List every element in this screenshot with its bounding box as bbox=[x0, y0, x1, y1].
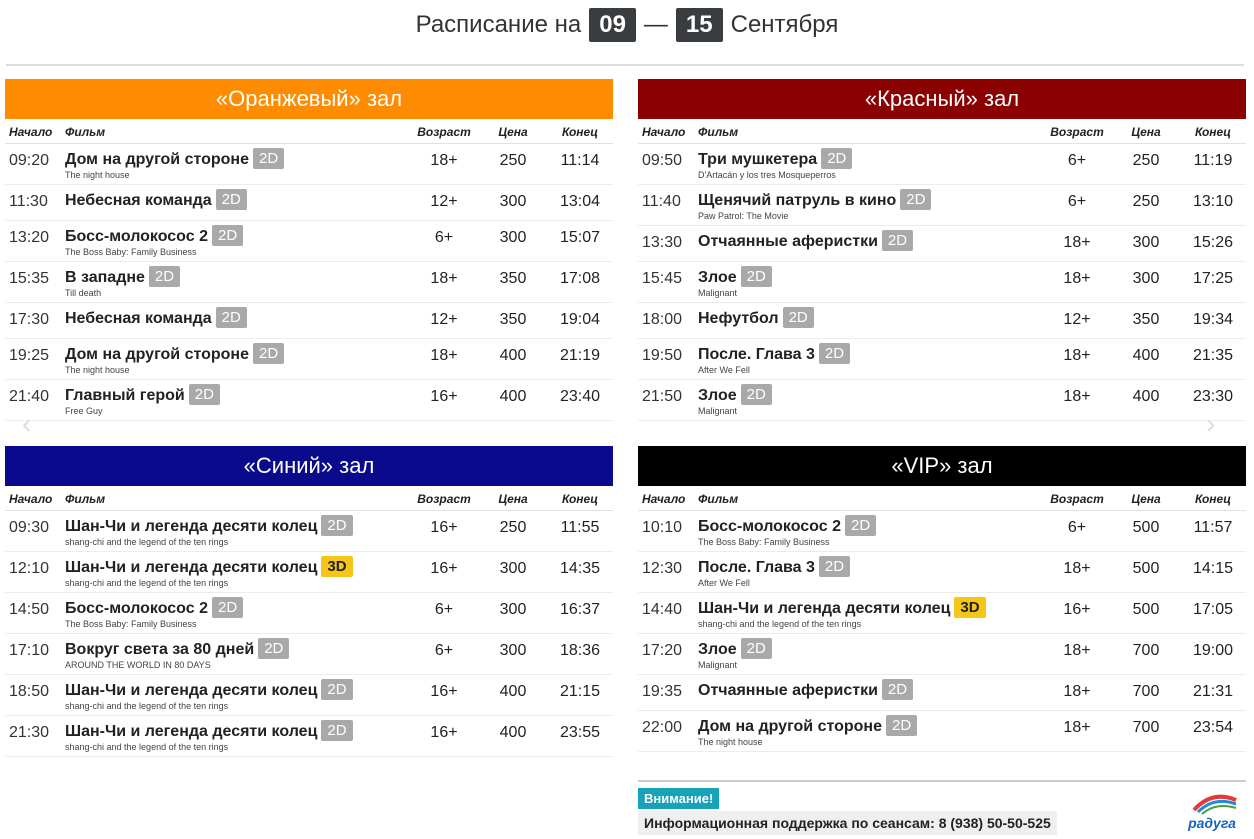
session-end: 21:15 bbox=[547, 675, 613, 716]
film-original-title: After We Fell bbox=[698, 578, 750, 588]
schedule-table bbox=[5, 119, 613, 421]
date-from: 09 bbox=[589, 8, 636, 42]
format-badge: 2D bbox=[212, 225, 243, 246]
session-end: 23:30 bbox=[1180, 380, 1246, 421]
film-cell[interactable] bbox=[61, 339, 409, 380]
film-cell[interactable] bbox=[694, 185, 1042, 226]
format-badge: 2D bbox=[882, 230, 913, 251]
film-original-title: Paw Patrol: The Movie bbox=[698, 211, 789, 221]
film-original-title: shang-chi and the legend of the ten rings bbox=[65, 578, 229, 588]
session-start: 18:00 bbox=[638, 303, 694, 339]
format-badge: 2D bbox=[886, 715, 917, 736]
film-original-title: The Boss Baby: Family Business bbox=[65, 247, 197, 257]
film-title[interactable]: Дом на другой стороне bbox=[65, 151, 249, 168]
date-to: 15 bbox=[676, 8, 723, 42]
film-original-title: Malignant bbox=[698, 288, 738, 298]
schedule-header bbox=[0, 0, 1254, 54]
session-start: 14:40 bbox=[638, 593, 694, 634]
age-rating: 16+ bbox=[409, 675, 479, 716]
col-start: Начало bbox=[5, 119, 61, 144]
session-start: 21:50 bbox=[638, 380, 694, 421]
format-badge: 2D bbox=[216, 307, 247, 328]
format-badge: 2D bbox=[741, 384, 772, 405]
col-start: Начало bbox=[638, 486, 694, 511]
table-row[interactable] bbox=[5, 552, 613, 593]
table-row[interactable] bbox=[5, 221, 613, 262]
age-rating: 18+ bbox=[1042, 339, 1112, 380]
film-original-title: After We Fell bbox=[698, 365, 750, 375]
next-arrow-icon[interactable]: › bbox=[1206, 408, 1216, 439]
table-row[interactable] bbox=[5, 339, 613, 380]
session-end: 13:10 bbox=[1180, 185, 1246, 226]
session-end: 21:19 bbox=[547, 339, 613, 380]
age-rating: 18+ bbox=[409, 339, 479, 380]
film-cell[interactable] bbox=[61, 221, 409, 262]
ticket-price: 300 bbox=[479, 552, 547, 593]
film-title[interactable]: Злое bbox=[698, 269, 737, 286]
table-row[interactable] bbox=[5, 144, 613, 185]
session-end: 21:35 bbox=[1180, 339, 1246, 380]
film-title[interactable]: Небесная команда bbox=[65, 192, 212, 209]
session-start: 13:20 bbox=[5, 221, 61, 262]
format-badge: 2D bbox=[253, 148, 284, 169]
film-title[interactable]: Шан-Чи и легенда десяти колец bbox=[698, 600, 951, 617]
session-end: 11:55 bbox=[547, 511, 613, 552]
table-row[interactable] bbox=[638, 552, 1246, 593]
session-end: 11:57 bbox=[1180, 511, 1246, 552]
notice-block bbox=[638, 788, 1246, 835]
film-original-title: D'Artacán y los tres Mosqueperros bbox=[698, 170, 836, 180]
session-start: 15:35 bbox=[5, 262, 61, 303]
notice-label: Внимание! bbox=[638, 788, 719, 809]
ticket-price: 300 bbox=[479, 185, 547, 221]
table-row[interactable] bbox=[638, 144, 1246, 185]
hall-title: «Красный» зал bbox=[638, 79, 1246, 119]
table-row[interactable] bbox=[5, 380, 613, 421]
age-rating: 6+ bbox=[409, 634, 479, 675]
table-row[interactable] bbox=[638, 711, 1246, 752]
film-cell[interactable] bbox=[694, 144, 1042, 185]
age-rating: 18+ bbox=[1042, 226, 1112, 262]
age-rating: 18+ bbox=[1042, 711, 1112, 752]
age-rating: 12+ bbox=[409, 185, 479, 221]
table-row[interactable] bbox=[5, 511, 613, 552]
ticket-price: 700 bbox=[1112, 634, 1180, 675]
session-start: 18:50 bbox=[5, 675, 61, 716]
ticket-price: 400 bbox=[479, 380, 547, 421]
hall-orange bbox=[5, 79, 613, 421]
schedule-table bbox=[638, 119, 1246, 421]
film-original-title: AROUND THE WORLD IN 80 DAYS bbox=[65, 660, 211, 670]
film-cell[interactable] bbox=[694, 552, 1042, 593]
format-badge: 2D bbox=[321, 515, 352, 536]
ticket-price: 250 bbox=[479, 511, 547, 552]
film-title[interactable]: Отчаянные аферистки bbox=[698, 233, 878, 250]
header-month: Сентября bbox=[730, 11, 839, 38]
col-age: Возраст bbox=[1042, 119, 1112, 144]
table-row[interactable] bbox=[638, 593, 1246, 634]
film-title[interactable]: Дом на другой стороне bbox=[65, 346, 249, 363]
col-price: Цена bbox=[479, 486, 547, 511]
ticket-price: 350 bbox=[479, 303, 547, 339]
table-row[interactable] bbox=[5, 185, 613, 221]
film-cell[interactable] bbox=[61, 185, 409, 221]
age-rating: 18+ bbox=[1042, 675, 1112, 711]
session-start: 22:00 bbox=[638, 711, 694, 752]
session-start: 17:30 bbox=[5, 303, 61, 339]
age-rating: 18+ bbox=[1042, 552, 1112, 593]
session-end: 15:26 bbox=[1180, 226, 1246, 262]
film-title[interactable]: Нефутбол bbox=[698, 310, 779, 327]
session-end: 16:37 bbox=[547, 593, 613, 634]
col-start: Начало bbox=[638, 119, 694, 144]
session-end: 17:05 bbox=[1180, 593, 1246, 634]
col-end: Конец bbox=[1180, 119, 1246, 144]
ticket-price: 350 bbox=[1112, 303, 1180, 339]
table-row[interactable] bbox=[5, 262, 613, 303]
film-cell[interactable] bbox=[61, 144, 409, 185]
ticket-price: 500 bbox=[1112, 593, 1180, 634]
age-rating: 18+ bbox=[1042, 262, 1112, 303]
film-title[interactable]: Небесная команда bbox=[65, 310, 212, 327]
col-age: Возраст bbox=[1042, 486, 1112, 511]
logo-text: радуга bbox=[1188, 815, 1236, 831]
prev-arrow-icon[interactable]: ‹ bbox=[22, 408, 32, 439]
session-start: 14:50 bbox=[5, 593, 61, 634]
ticket-price: 400 bbox=[1112, 339, 1180, 380]
film-cell[interactable] bbox=[694, 339, 1042, 380]
table-row[interactable] bbox=[5, 303, 613, 339]
film-cell[interactable] bbox=[61, 716, 409, 757]
format-badge: 2D bbox=[212, 597, 243, 618]
table-row[interactable] bbox=[638, 303, 1246, 339]
film-title[interactable]: Злое bbox=[698, 387, 737, 404]
rainbow-logo-icon bbox=[1180, 788, 1244, 832]
film-title[interactable]: После. Глава 3 bbox=[698, 559, 815, 576]
film-cell[interactable] bbox=[61, 593, 409, 634]
film-original-title: shang-chi and the legend of the ten rings bbox=[65, 701, 229, 711]
header-divider bbox=[6, 64, 1244, 66]
schedule-table bbox=[5, 486, 613, 757]
age-rating: 6+ bbox=[409, 593, 479, 634]
format-badge: 2D bbox=[741, 266, 772, 287]
age-rating: 12+ bbox=[1042, 303, 1112, 339]
film-original-title: The night house bbox=[698, 737, 763, 747]
col-age: Возраст bbox=[409, 119, 479, 144]
format-badge: 2D bbox=[258, 638, 289, 659]
session-start: 09:20 bbox=[5, 144, 61, 185]
session-end: 19:00 bbox=[1180, 634, 1246, 675]
session-start: 17:20 bbox=[638, 634, 694, 675]
session-start: 13:30 bbox=[638, 226, 694, 262]
col-price: Цена bbox=[1112, 119, 1180, 144]
film-cell[interactable] bbox=[694, 511, 1042, 552]
film-original-title: The night house bbox=[65, 170, 130, 180]
age-rating: 16+ bbox=[409, 380, 479, 421]
film-cell[interactable] bbox=[694, 262, 1042, 303]
film-cell[interactable] bbox=[61, 634, 409, 675]
col-start: Начало bbox=[5, 486, 61, 511]
film-title[interactable]: Главный герой bbox=[65, 387, 185, 404]
table-row[interactable] bbox=[638, 511, 1246, 552]
format-badge: 3D bbox=[954, 597, 985, 618]
ticket-price: 350 bbox=[479, 262, 547, 303]
age-rating: 16+ bbox=[409, 511, 479, 552]
ticket-price: 700 bbox=[1112, 711, 1180, 752]
session-start: 12:10 bbox=[5, 552, 61, 593]
film-original-title: The Boss Baby: Family Business bbox=[65, 619, 197, 629]
format-badge: 2D bbox=[900, 189, 931, 210]
session-start: 21:30 bbox=[5, 716, 61, 757]
session-end: 17:25 bbox=[1180, 262, 1246, 303]
session-start: 11:40 bbox=[638, 185, 694, 226]
format-badge: 2D bbox=[189, 384, 220, 405]
age-rating: 18+ bbox=[1042, 380, 1112, 421]
age-rating: 16+ bbox=[409, 552, 479, 593]
session-end: 13:04 bbox=[547, 185, 613, 221]
ticket-price: 250 bbox=[1112, 185, 1180, 226]
film-cell[interactable] bbox=[694, 593, 1042, 634]
table-row[interactable] bbox=[5, 593, 613, 634]
film-title[interactable]: Щенячий патруль в кино bbox=[698, 192, 897, 209]
film-cell[interactable] bbox=[694, 634, 1042, 675]
table-row[interactable] bbox=[638, 226, 1246, 262]
session-end: 15:07 bbox=[547, 221, 613, 262]
hall-title: «Синий» зал bbox=[5, 446, 613, 486]
film-title[interactable]: Шан-Чи и легенда десяти колец bbox=[65, 559, 318, 576]
age-rating: 18+ bbox=[409, 262, 479, 303]
format-badge: 2D bbox=[819, 343, 850, 364]
film-cell[interactable] bbox=[694, 303, 1042, 339]
ticket-price: 250 bbox=[479, 144, 547, 185]
session-start: 12:30 bbox=[638, 552, 694, 593]
ticket-price: 300 bbox=[1112, 262, 1180, 303]
hall-title: «Оранжевый» зал bbox=[5, 79, 613, 119]
film-title[interactable]: Шан-Чи и легенда десяти колец bbox=[65, 723, 318, 740]
film-original-title: shang-chi and the legend of the ten rings bbox=[65, 537, 229, 547]
film-title[interactable]: Шан-Чи и легенда десяти колец bbox=[65, 518, 318, 535]
session-end: 23:40 bbox=[547, 380, 613, 421]
format-badge: 2D bbox=[321, 679, 352, 700]
format-badge: 2D bbox=[216, 189, 247, 210]
col-film: Фильм bbox=[694, 119, 1042, 144]
session-start: 09:30 bbox=[5, 511, 61, 552]
film-title[interactable]: Шан-Чи и легенда десяти колец bbox=[65, 682, 318, 699]
ticket-price: 300 bbox=[1112, 226, 1180, 262]
ticket-price: 300 bbox=[479, 634, 547, 675]
film-cell[interactable] bbox=[61, 380, 409, 421]
age-rating: 6+ bbox=[1042, 511, 1112, 552]
notice-text: Информационная поддержка по сеансам: 8 (938) 50-50-525 bbox=[638, 811, 1057, 835]
film-title[interactable]: Босс-молокосос 2 bbox=[65, 600, 208, 617]
session-start: 09:50 bbox=[638, 144, 694, 185]
film-cell[interactable] bbox=[61, 303, 409, 339]
format-badge: 2D bbox=[845, 515, 876, 536]
film-cell[interactable] bbox=[694, 711, 1042, 752]
col-end: Конец bbox=[547, 119, 613, 144]
film-cell[interactable] bbox=[694, 380, 1042, 421]
film-title[interactable]: Отчаянные аферистки bbox=[698, 682, 878, 699]
ticket-price: 700 bbox=[1112, 675, 1180, 711]
film-title[interactable]: После. Глава 3 bbox=[698, 346, 815, 363]
table-row[interactable] bbox=[638, 675, 1246, 711]
col-price: Цена bbox=[479, 119, 547, 144]
hall-title: «VIP» зал bbox=[638, 446, 1246, 486]
ticket-price: 400 bbox=[479, 339, 547, 380]
col-end: Конец bbox=[1180, 486, 1246, 511]
table-row[interactable] bbox=[638, 185, 1246, 226]
session-end: 23:54 bbox=[1180, 711, 1246, 752]
session-start: 19:50 bbox=[638, 339, 694, 380]
film-cell[interactable] bbox=[61, 262, 409, 303]
session-start: 19:35 bbox=[638, 675, 694, 711]
session-start: 11:30 bbox=[5, 185, 61, 221]
col-age: Возраст bbox=[409, 486, 479, 511]
col-film: Фильм bbox=[61, 119, 409, 144]
film-original-title: shang-chi and the legend of the ten rings bbox=[65, 742, 229, 752]
table-row[interactable] bbox=[638, 634, 1246, 675]
film-cell[interactable] bbox=[61, 511, 409, 552]
age-rating: 6+ bbox=[409, 221, 479, 262]
age-rating: 18+ bbox=[409, 144, 479, 185]
age-rating: 6+ bbox=[1042, 144, 1112, 185]
ticket-price: 400 bbox=[479, 716, 547, 757]
col-end: Конец bbox=[547, 486, 613, 511]
film-original-title: Till death bbox=[65, 288, 102, 298]
session-start: 15:45 bbox=[638, 262, 694, 303]
age-rating: 6+ bbox=[1042, 185, 1112, 226]
table-row[interactable] bbox=[638, 262, 1246, 303]
table-row[interactable] bbox=[5, 634, 613, 675]
film-title[interactable]: В западне bbox=[65, 269, 145, 286]
film-title[interactable]: Дом на другой стороне bbox=[698, 718, 882, 735]
ticket-price: 300 bbox=[479, 221, 547, 262]
session-end: 19:34 bbox=[1180, 303, 1246, 339]
format-badge: 2D bbox=[819, 556, 850, 577]
table-row[interactable] bbox=[5, 716, 613, 757]
film-cell[interactable] bbox=[61, 552, 409, 593]
film-title[interactable]: Злое bbox=[698, 641, 737, 658]
film-original-title: Free Guy bbox=[65, 406, 103, 416]
session-start: 17:10 bbox=[5, 634, 61, 675]
schedule-table bbox=[638, 486, 1246, 752]
format-badge: 2D bbox=[321, 720, 352, 741]
session-end: 17:08 bbox=[547, 262, 613, 303]
film-title[interactable]: Вокруг света за 80 дней bbox=[65, 641, 255, 658]
session-end: 11:14 bbox=[547, 144, 613, 185]
date-dash: — bbox=[643, 11, 668, 38]
table-row[interactable] bbox=[638, 380, 1246, 421]
format-badge: 2D bbox=[882, 679, 913, 700]
film-cell[interactable] bbox=[61, 675, 409, 716]
notice-divider bbox=[638, 780, 1246, 782]
session-end: 14:35 bbox=[547, 552, 613, 593]
session-end: 23:55 bbox=[547, 716, 613, 757]
session-end: 19:04 bbox=[547, 303, 613, 339]
format-badge: 3D bbox=[321, 556, 352, 577]
session-end: 14:15 bbox=[1180, 552, 1246, 593]
format-badge: 2D bbox=[783, 307, 814, 328]
format-badge: 2D bbox=[741, 638, 772, 659]
ticket-price: 500 bbox=[1112, 511, 1180, 552]
header-prefix: Расписание на bbox=[415, 11, 582, 38]
ticket-price: 300 bbox=[479, 593, 547, 634]
hall-blue bbox=[5, 446, 613, 757]
table-row[interactable] bbox=[638, 339, 1246, 380]
film-title[interactable]: Босс-молокосос 2 bbox=[698, 518, 841, 535]
film-title[interactable]: Три мушкетера bbox=[698, 151, 818, 168]
film-original-title: shang-chi and the legend of the ten rings bbox=[698, 619, 862, 629]
col-film: Фильм bbox=[61, 486, 409, 511]
session-end: 11:19 bbox=[1180, 144, 1246, 185]
session-start: 10:10 bbox=[638, 511, 694, 552]
film-original-title: The Boss Baby: Family Business bbox=[698, 537, 830, 547]
col-price: Цена bbox=[1112, 486, 1180, 511]
hall-red bbox=[638, 79, 1246, 421]
ticket-price: 400 bbox=[1112, 380, 1180, 421]
session-start: 21:40 bbox=[5, 380, 61, 421]
ticket-price: 400 bbox=[479, 675, 547, 716]
film-original-title: The night house bbox=[65, 365, 130, 375]
format-badge: 2D bbox=[253, 343, 284, 364]
col-film: Фильм bbox=[694, 486, 1042, 511]
film-original-title: Malignant bbox=[698, 406, 738, 416]
hall-vip bbox=[638, 446, 1246, 752]
session-start: 19:25 bbox=[5, 339, 61, 380]
film-title[interactable]: Босс-молокосос 2 bbox=[65, 228, 208, 245]
table-row[interactable] bbox=[5, 675, 613, 716]
session-end: 18:36 bbox=[547, 634, 613, 675]
age-rating: 18+ bbox=[1042, 634, 1112, 675]
age-rating: 12+ bbox=[409, 303, 479, 339]
ticket-price: 250 bbox=[1112, 144, 1180, 185]
age-rating: 16+ bbox=[1042, 593, 1112, 634]
film-original-title: Malignant bbox=[698, 660, 738, 670]
format-badge: 2D bbox=[149, 266, 180, 287]
film-cell[interactable] bbox=[694, 675, 1042, 711]
age-rating: 16+ bbox=[409, 716, 479, 757]
format-badge: 2D bbox=[821, 148, 852, 169]
session-end: 21:31 bbox=[1180, 675, 1246, 711]
film-cell[interactable] bbox=[694, 226, 1042, 262]
ticket-price: 500 bbox=[1112, 552, 1180, 593]
